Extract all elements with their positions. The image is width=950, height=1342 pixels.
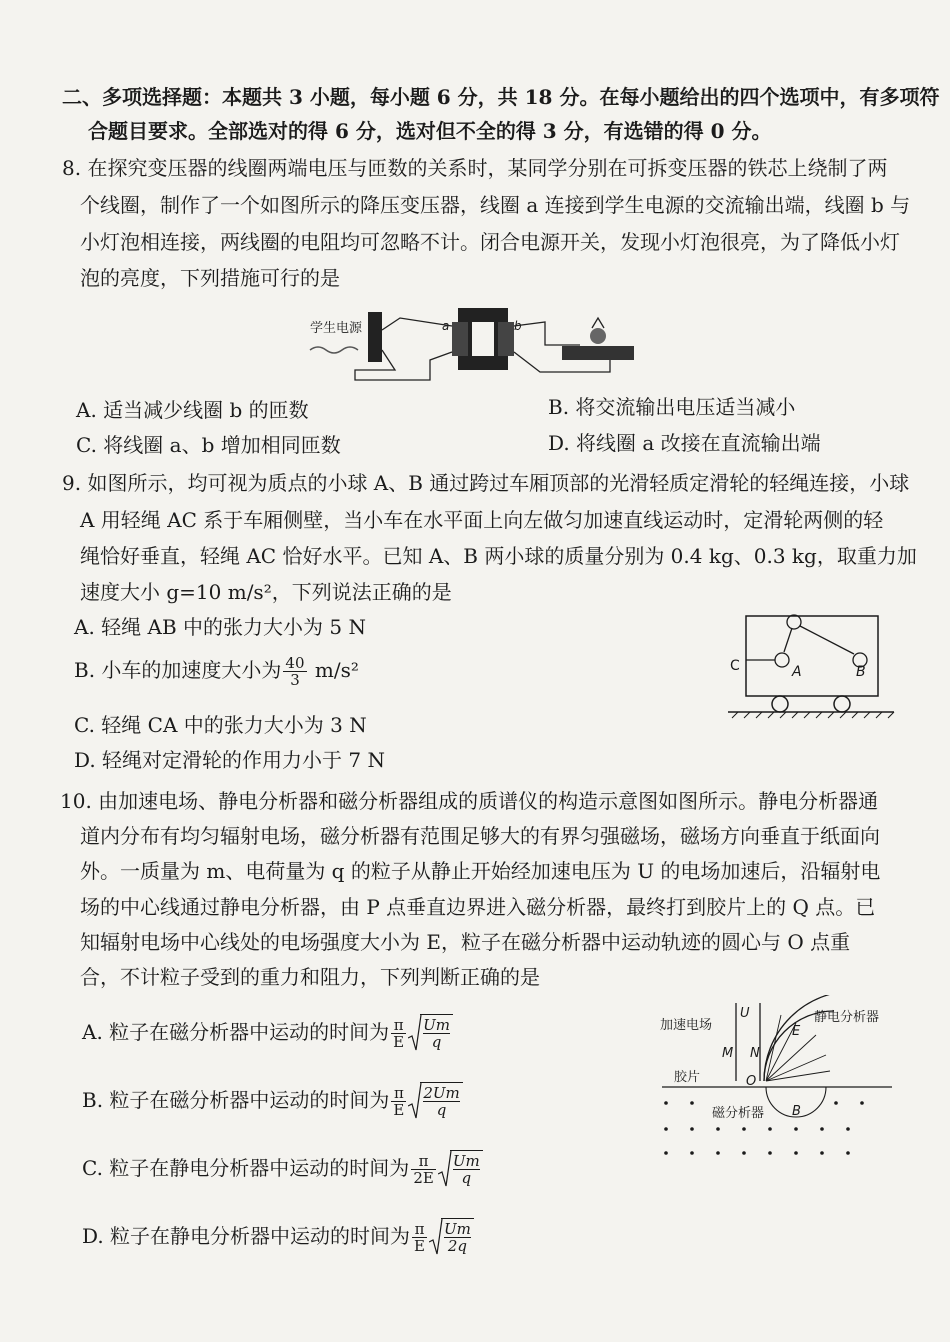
radicand-numerator: Um [444,1220,471,1238]
q8-stem-line: 小灯泡相连接，两线圈的电阻均可忽略不计。闭合电源开关，发现小灯泡很亮，为了降低小灯 [80,230,900,254]
q9-stem-line: 9. 如图所示，均可视为质点的小球 A、B 通过跨过车厢顶部的光滑轻质定滑轮的轻绳连接，小球 [62,471,910,495]
q9-option-b[interactable] [74,655,359,688]
q9-option-d[interactable]: D. 轻绳对定滑轮的作用力小于 7 N [74,748,385,772]
q9-option-a[interactable]: A. 轻绳 AB 中的张力大小为 5 N [74,615,366,639]
lamp-bulb [590,328,606,344]
label-b: B [792,1104,801,1119]
radical-sign [438,1150,452,1188]
radicand-denominator: q [461,1169,472,1187]
coefficient-fraction [412,1221,427,1254]
q9-stem-line: 绳恰好垂直，轻绳 AC 恰好水平。已知 A、B 两小球的质量分别为 0.4 kg、0.3 kg，取重力加 [80,544,917,568]
radical-sign [408,1082,422,1120]
q10-stem-line: 10. 由加速电场、静电分析器和磁分析器组成的质谱仪的构造示意图如图所示。静电分析器通 [60,789,879,813]
radicand-numerator: Um [452,1152,480,1170]
fraction-denominator: 3 [290,671,300,689]
film-label: 胶片 [674,1070,701,1085]
q10-stem-line: 场的中心线通过静电分析器，由 P 点垂直边界进入磁分析器，最终打到胶片上的 Q 点。已 [80,895,876,919]
ground-hatching [732,712,894,718]
section-heading-line1: 二、多项选择题：本题共 3 小题，每小题 6 分，共 18 分。在每小题给出的四个选项中，有多项符 [62,85,940,109]
q9-option-c[interactable]: C. 轻绳 CA 中的张力大小为 3 N [74,713,367,737]
q9-option-b-fraction [283,655,306,688]
fraction-denominator: E [393,1033,405,1051]
radical-sign [429,1218,443,1256]
q9-option-b-unit: m/s² [314,658,359,682]
wheel-left [772,696,788,712]
section-heading-line2: 合题目要求。全部选对的得 6 分，选对但不全的得 3 分，有选错的得 0 分。 [88,119,772,143]
fraction-numerator: 40 [285,654,305,672]
square-root [429,1218,474,1257]
radicand-denominator: 2q [447,1237,468,1255]
fraction-numerator: π [411,1153,436,1170]
transformer-figure [300,300,660,385]
coil-b-label: b [514,319,522,333]
radicand-denominator: q [431,1033,442,1051]
wheel-right [834,696,850,712]
label-u: U [740,1006,750,1021]
mass-spectrometer-figure [656,995,896,1165]
rope-a-pulley [784,628,792,652]
q8-stem-line: 个线圈，制作了一个如图所示的降压变压器，线圈 a 连接到学生电源的交流输出端，线圈 b 与 [80,193,911,217]
fraction-denominator: E [393,1101,405,1119]
q10-option-c-text: C. 粒子在静电分析器中运动的时间为 [82,1156,410,1180]
msa-label: 磁分析器 [712,1106,765,1121]
fraction-numerator: π [412,1221,427,1238]
label-c: C [730,658,740,674]
accel-field-label: 加速电场 [660,1018,713,1033]
coefficient-fraction [391,1085,406,1118]
q9-stem-line: 速度大小 g=10 m/s²，下列说法正确的是 [80,580,452,604]
q9-stem-line: A 用轻绳 AC 系于车厢侧壁，当小车在水平面上向左做匀加速直线运动时，定滑轮两侧的轻 [80,508,884,532]
square-root [408,1082,462,1121]
q10-option-b-text: B. 粒子在磁分析器中运动的时间为 [82,1088,390,1112]
esa-label: 静电分析器 [814,1010,880,1025]
q10-option-a[interactable] [82,1014,453,1053]
q8-stem-line: 泡的亮度，下列措施可行的是 [80,266,340,290]
power-supply-body [368,312,382,362]
coefficient-fraction [411,1153,436,1186]
label-e: E [792,1024,801,1039]
lamp-base [562,346,634,360]
coefficient-fraction [391,1017,406,1050]
coil-a-label: a [442,319,450,333]
fraction-numerator: π [391,1017,406,1034]
esa-outer-arc [764,995,854,1081]
rope-pulley-b [800,626,854,654]
square-root [408,1014,453,1053]
label-a: A [792,664,802,680]
q9-option-b-text: B. 小车的加速度大小为 [74,658,282,682]
fraction-numerator: π [391,1085,406,1102]
q10-stem-line: 知辐射电场中心线处的电场强度大小为 E，粒子在磁分析器中运动轨迹的圆心与 O 点重 [80,930,851,954]
q10-option-c[interactable] [82,1150,483,1189]
q10-option-a-text: A. 粒子在磁分析器中运动的时间为 [82,1020,390,1044]
q8-option-d[interactable]: D. 将线圈 a 改接在直流输出端 [548,431,821,455]
lamp-holder [592,318,604,328]
q8-option-b[interactable]: B. 将交流输出电压适当减小 [548,395,796,419]
label-m: M [722,1046,734,1061]
label-b: B [856,664,866,680]
fraction-denominator: 2E [413,1169,434,1187]
q8-stem-line: 8. 在探究变压器的线圈两端电压与匝数的关系时，某同学分别在可拆变压器的铁芯上绕制了两 [62,156,888,180]
radicand-denominator: q [436,1101,447,1119]
label-o: O [746,1074,757,1089]
q10-stem-line: 道内分布有均匀辐射电场，磁分析器有范围足够大的有界匀强磁场，磁场方向垂直于纸面向 [80,824,880,848]
q10-option-b[interactable] [82,1082,463,1121]
pulley [787,615,801,629]
radical-sign [408,1014,422,1052]
transformer-core-window [472,322,494,356]
q10-option-d-text: D. 粒子在静电分析器中运动的时间为 [82,1224,411,1248]
square-root [438,1150,483,1189]
power-supply-terminals [310,347,358,353]
radicand-numerator: 2Um [423,1084,460,1102]
q8-option-a[interactable]: A. 适当减少线圈 b 的匝数 [76,398,309,422]
ball-a [775,653,789,667]
fraction-denominator: E [414,1237,425,1255]
q10-option-d[interactable] [82,1218,474,1257]
radicand-numerator: Um [423,1016,450,1034]
coil-b [498,322,514,356]
coil-a [452,322,468,356]
q10-stem-line: 合，不计粒子受到的重力和阻力，下列判断正确的是 [80,965,540,989]
label-n: N [750,1046,760,1061]
q8-option-c[interactable]: C. 将线圈 a、b 增加相同匝数 [76,433,341,457]
cart-figure [722,608,898,720]
q10-stem-line: 外。一质量为 m、电荷量为 q 的粒子从静止开始经加速电压为 U 的电场加速后，沿辐射电 [80,859,881,883]
power-supply-label: 学生电源 [310,321,363,336]
